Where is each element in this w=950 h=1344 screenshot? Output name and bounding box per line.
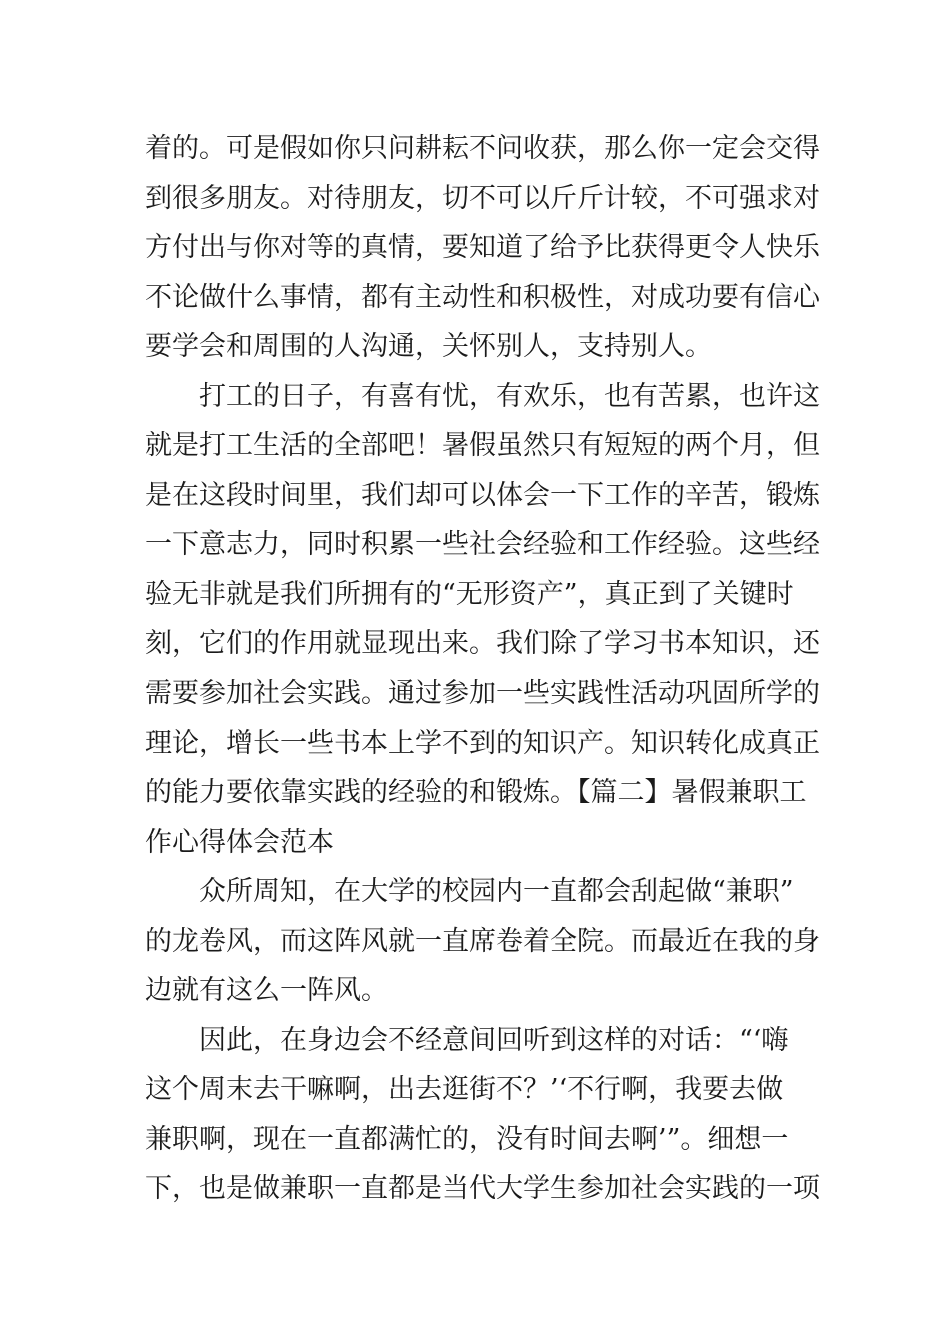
- text-line: 就是打工生活的全部吧！暑假虽然只有短短的两个月，但: [145, 430, 820, 462]
- text-line: 的能力要依靠实践的经验的和锻炼。【篇二】暑假兼职工: [145, 777, 807, 809]
- text-line: 不论做什么事情，都有主动性和积极性，对成功要有信心: [145, 281, 820, 313]
- text-line: 验无非就是我们所拥有的“无形资产”，真正到了关键时: [145, 578, 794, 610]
- text-line: 刻，它们的作用就显现出来。我们除了学习书本知识，还: [145, 628, 820, 660]
- text-line: 要学会和周围的人沟通，关怀别人，支持别人。: [145, 331, 712, 363]
- text-line: 边就有这么一阵风。: [145, 975, 388, 1007]
- text-line: 兼职啊，现在一直都满忙的，没有时间去啊’”。细想一: [145, 1123, 789, 1155]
- text-line: 是在这段时间里，我们却可以体会一下工作的辛苦，锻炼: [145, 479, 820, 511]
- text-line: 着的。可是假如你只问耕耘不问收获，那么你一定会交得: [145, 133, 820, 164]
- paragraph-start-line: 因此，在身边会不经意间回听到这样的对话：“‘嗨: [199, 1024, 789, 1056]
- text-line: 作心得体会范本: [145, 826, 334, 858]
- paragraph-start-line: 众所周知，在大学的校园内一直都会刮起做“兼职”: [199, 876, 794, 908]
- text-line: 理论，增长一些书本上学不到的知识产。知识转化成真正: [145, 727, 820, 759]
- text-line: 的龙卷风，而这阵风就一直席卷着全院。而最近在我的身: [145, 925, 820, 957]
- text-line: 下，也是做兼职一直都是当代大学生参加社会实践的一项: [145, 1173, 820, 1205]
- text-line: 一下意志力，同时积累一些社会经验和工作经验。这些经: [145, 529, 820, 561]
- body-text: [145, 124, 820, 1214]
- text-line: 到很多朋友。对待朋友，切不可以斤斤计较，不可强求对: [145, 182, 820, 214]
- text-line: 这个周末去干嘛啊，出去逛街不？’‘不行啊，我要去做: [145, 1074, 784, 1106]
- text-line: 需要参加社会实践。通过参加一些实践性活动巩固所学的: [145, 678, 820, 710]
- text-line: 方付出与你对等的真情，要知道了给予比获得更令人快乐: [145, 232, 820, 264]
- paragraph-start-line: 打工的日子，有喜有忧，有欢乐，也有苦累，也许这: [199, 380, 820, 412]
